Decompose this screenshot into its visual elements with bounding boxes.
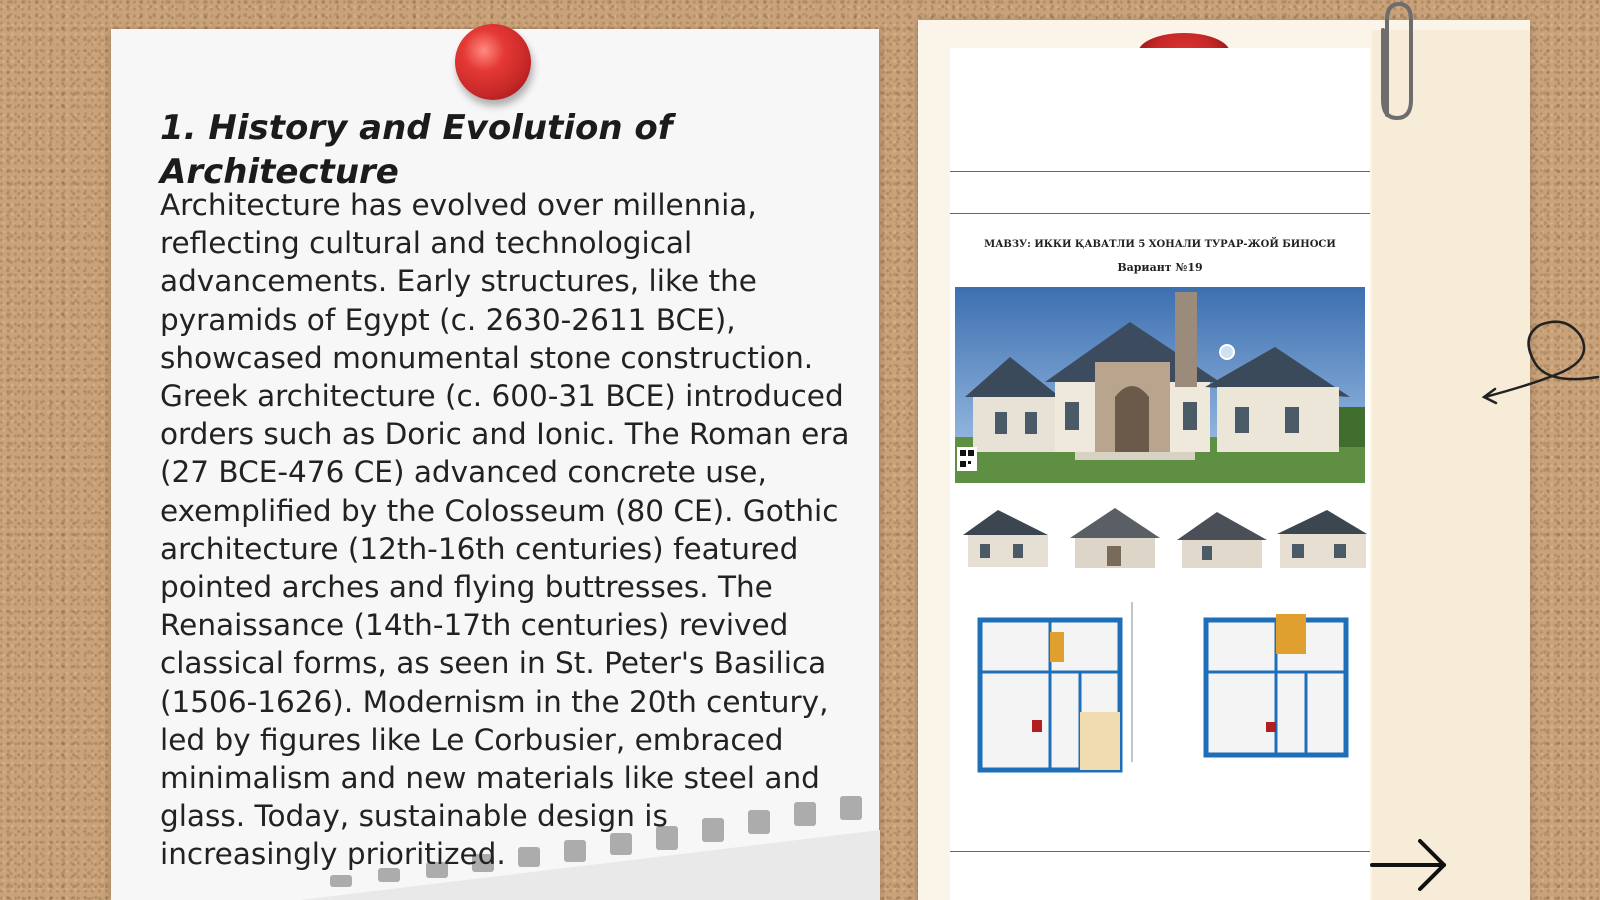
house-thumbnail [1172,500,1272,572]
paperclip-icon [1375,0,1419,125]
document-rule [950,171,1370,172]
house-thumbnail [1272,500,1372,572]
house-render-image [955,287,1365,483]
document-rule [950,213,1370,214]
note-title: 1. History and Evolution of Architecture [160,108,673,192]
house-thumbnail [958,500,1058,572]
document-variant: Вариант №19 [1117,261,1203,274]
floor-plan-upper [1200,602,1360,782]
squiggle-arrow-icon [1480,315,1600,405]
right-paper-edge [1372,30,1530,900]
house-thumbnail [1065,500,1165,572]
floor-plan-ground [972,602,1142,802]
arrow-right-icon[interactable] [1370,835,1450,895]
note-body-text: Architecture has evolved over millennia, reflecting cultural and technological advancements. Early structures, like the pyramids of Egypt (c. 2630-2611 BCE), showcased monumental stone construction. Greek architecture (c. 600-31 BCE) introduced orders such as Doric and Ionic. The Roman era (27 BCE-476 CE) advanced concrete use, exemplified by the Colosseum (80 CE). Gothic architecture (12th-16th centuries) featured pointed arches and flying buttresses. The Renaissance (14th-17th centuries) revived classical forms, as seen in St. Peter's Basilica (1506-1626). Modernism in the 20th century, led by figures like Le Corbusier, embraced minimalism and new materials like steel and glass. Today, sustainable design is increasingly prioritized. [160,188,850,872]
push-pin-icon [455,24,531,100]
document-heading: МАВЗУ: ИККИ ҚАВАТЛИ 5 ХОНАЛИ ТУРАР-ЖОЙ БИНОСИ [984,239,1336,250]
document-rule [950,851,1370,852]
